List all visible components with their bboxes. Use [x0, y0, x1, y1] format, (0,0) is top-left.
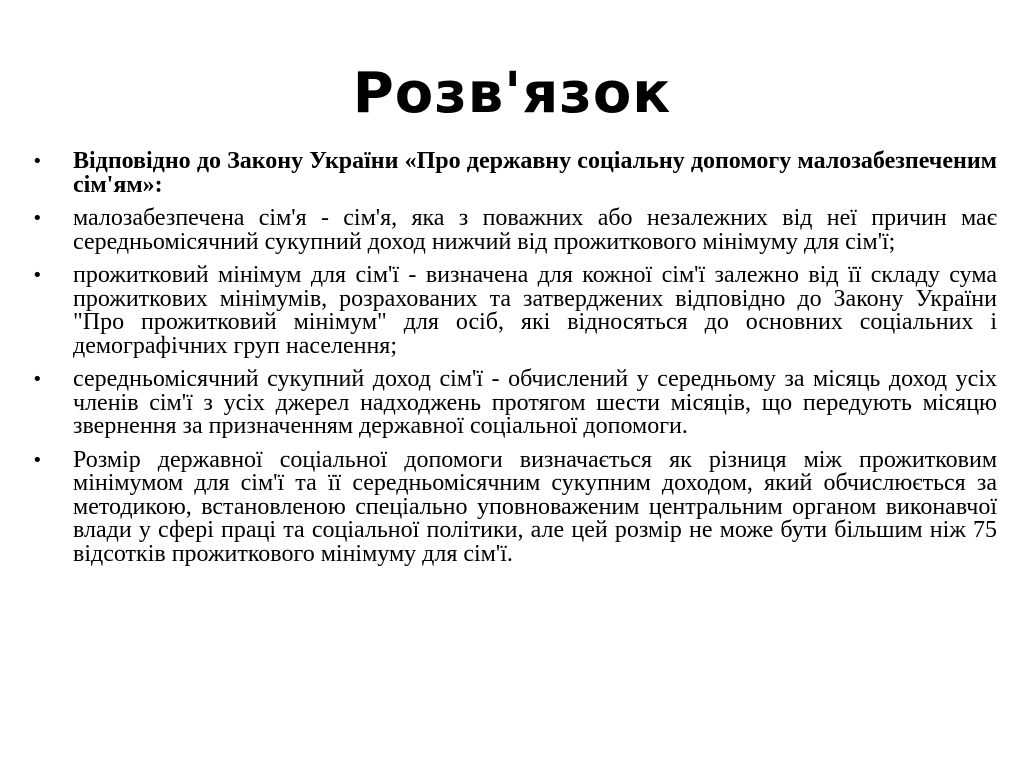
bullet-text: Розмір державної соціальної допомоги визначається як різниця між прожитковим мінімумом для сім'ї та її середньомісячним сукупним доходом, який обчислюється за методикою, встановленою спеціально уповноваженим центральним органом виконавчої влади у сфері праці та соціальної політики, але цей розмір не може бути більшим ніж 75 відсотків прожиткового мінімуму для сім'ї. [73, 446, 997, 567]
bullet-text: малозабезпечена сім'я - сім'я, яка з поважних або незалежних від неї причин має середньомісячний сукупний доход нижчий від прожиткового мінімуму для сім'ї; [73, 205, 997, 255]
bullet-item-low-income-family [32, 207, 997, 254]
bullet-icon: • [32, 265, 43, 286]
bullet-icon: • [32, 208, 43, 229]
bullet-item-subsistence-minimum [32, 264, 997, 358]
bullet-item-law-reference [32, 150, 997, 197]
bullet-text: прожитковий мінімум для сім'ї - визначена для кожної сім'ї залежно від її складу сума прожиткових мінімумів, розрахованих та затверджених відповідно до Закону України "Про прожитковий мінімум" для осіб, які відносяться до основних соціальних і демографічних груп населення; [73, 262, 997, 359]
bullet-icon: • [32, 369, 43, 390]
bullet-list [32, 150, 997, 576]
slide-title: Розв'язок [352, 61, 672, 126]
bullet-text: середньомісячний сукупний доход сім'ї - обчислений у середньому за місяць доход усіх членів сім'ї з усіх джерел надходжень протягом шести місяців, що передують місяцю звернення за призначенням державної соціальної допомоги. [73, 366, 997, 439]
bullet-icon: • [32, 151, 43, 172]
bullet-text: Відповідно до Закону України «Про державну соціальну допомогу малозабезпеченим сім'ям»: [73, 148, 997, 198]
bullet-item-average-income [32, 368, 997, 439]
bullet-icon: • [32, 449, 43, 471]
bullet-item-assistance-amount [32, 446, 997, 567]
